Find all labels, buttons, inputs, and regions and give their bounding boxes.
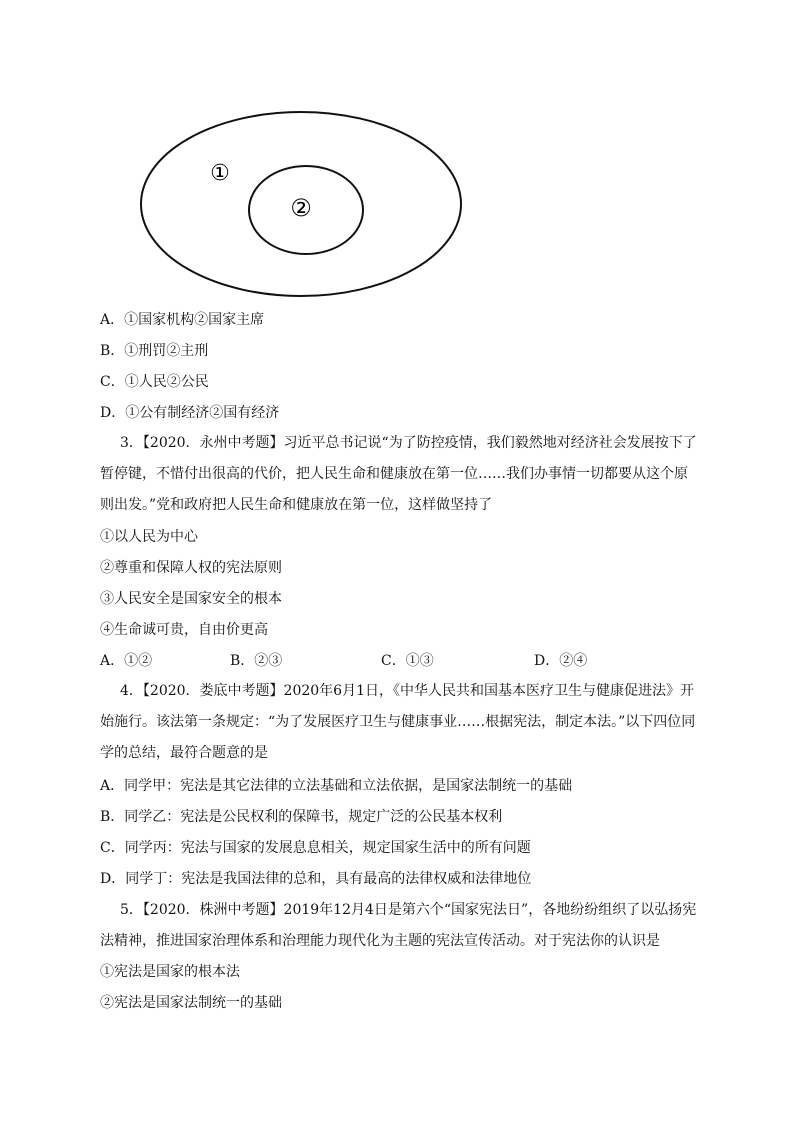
- q3-item-1: ①以人民为中心: [100, 529, 198, 545]
- q3-options: [100, 651, 700, 671]
- q5-stem: 5．【2020．株洲中考题】2019年12月4日是第六个“国家宪法日”，各地纷纷组织了以弘扬宪法精神，推进国家治理体系和治理能力现代化为主题的宪法宣传活动。对于宪法你的认识是: [100, 902, 697, 949]
- q2-option-c: C．①人民②公民: [100, 374, 209, 390]
- q2-option-a: A．①国家机构②国家主席: [100, 312, 265, 328]
- q5-item-1: ①宪法是国家的根本法: [100, 964, 240, 980]
- q4-option-a: A．同学甲：宪法是其它法律的立法基础和立法依据，是国家法制统一的基础: [100, 778, 573, 794]
- q3-option-a: A．①②: [100, 653, 153, 669]
- q3-item-2: ②尊重和保障人权的宪法原则: [100, 560, 282, 576]
- q3-item-3: ③人民安全是国家安全的根本: [100, 591, 282, 607]
- q3-option-b: B．②③: [230, 653, 283, 669]
- outer-label: ①: [210, 161, 230, 186]
- q3-option-d: D．②④: [534, 653, 588, 669]
- inner-label: ②: [290, 194, 312, 222]
- q4-option-c: C．同学丙：宪法与国家的发展息息相关，规定国家生活中的所有问题: [100, 840, 531, 856]
- q4-option-b: B．同学乙：宪法是公民权利的保障书，规定广泛的公民基本权利: [100, 809, 503, 825]
- q2-option-d: D．①公有制经济②国有经济: [100, 405, 280, 421]
- q2-option-b: B．①刑罚②主刑: [100, 343, 209, 359]
- q3-stem: 3．【2020．永州中考题】习近平总书记说“为了防控疫情，我们毅然地对经济社会发展按下了暂停键，不惜付出很高的代价，把人民生命和健康放在第一位……我们办事情一切都要从这个原则出发。”党和政府把人民生命和健康放在第一位，这样做坚持了: [100, 435, 697, 513]
- q5-item-2: ②宪法是国家法制统一的基础: [100, 995, 282, 1011]
- q4-stem: 4．【2020．娄底中考题】2020年6月1日，《中华人民共和国基本医疗卫生与健康促进法》开始施行。该法第一条规定：“为了发展医疗卫生与健康事业……根据宪法，制定本法。”以下四位同学的总结，最符合题意的是: [100, 683, 696, 761]
- nested-ellipse-diagram: [139, 110, 465, 298]
- q3-option-c: C．①③: [381, 653, 434, 669]
- q3-item-4: ④生命诚可贵，自由价更高: [100, 622, 268, 638]
- q4-option-d: D．同学丁：宪法是我国法律的总和，具有最高的法律权威和法律地位: [100, 871, 532, 887]
